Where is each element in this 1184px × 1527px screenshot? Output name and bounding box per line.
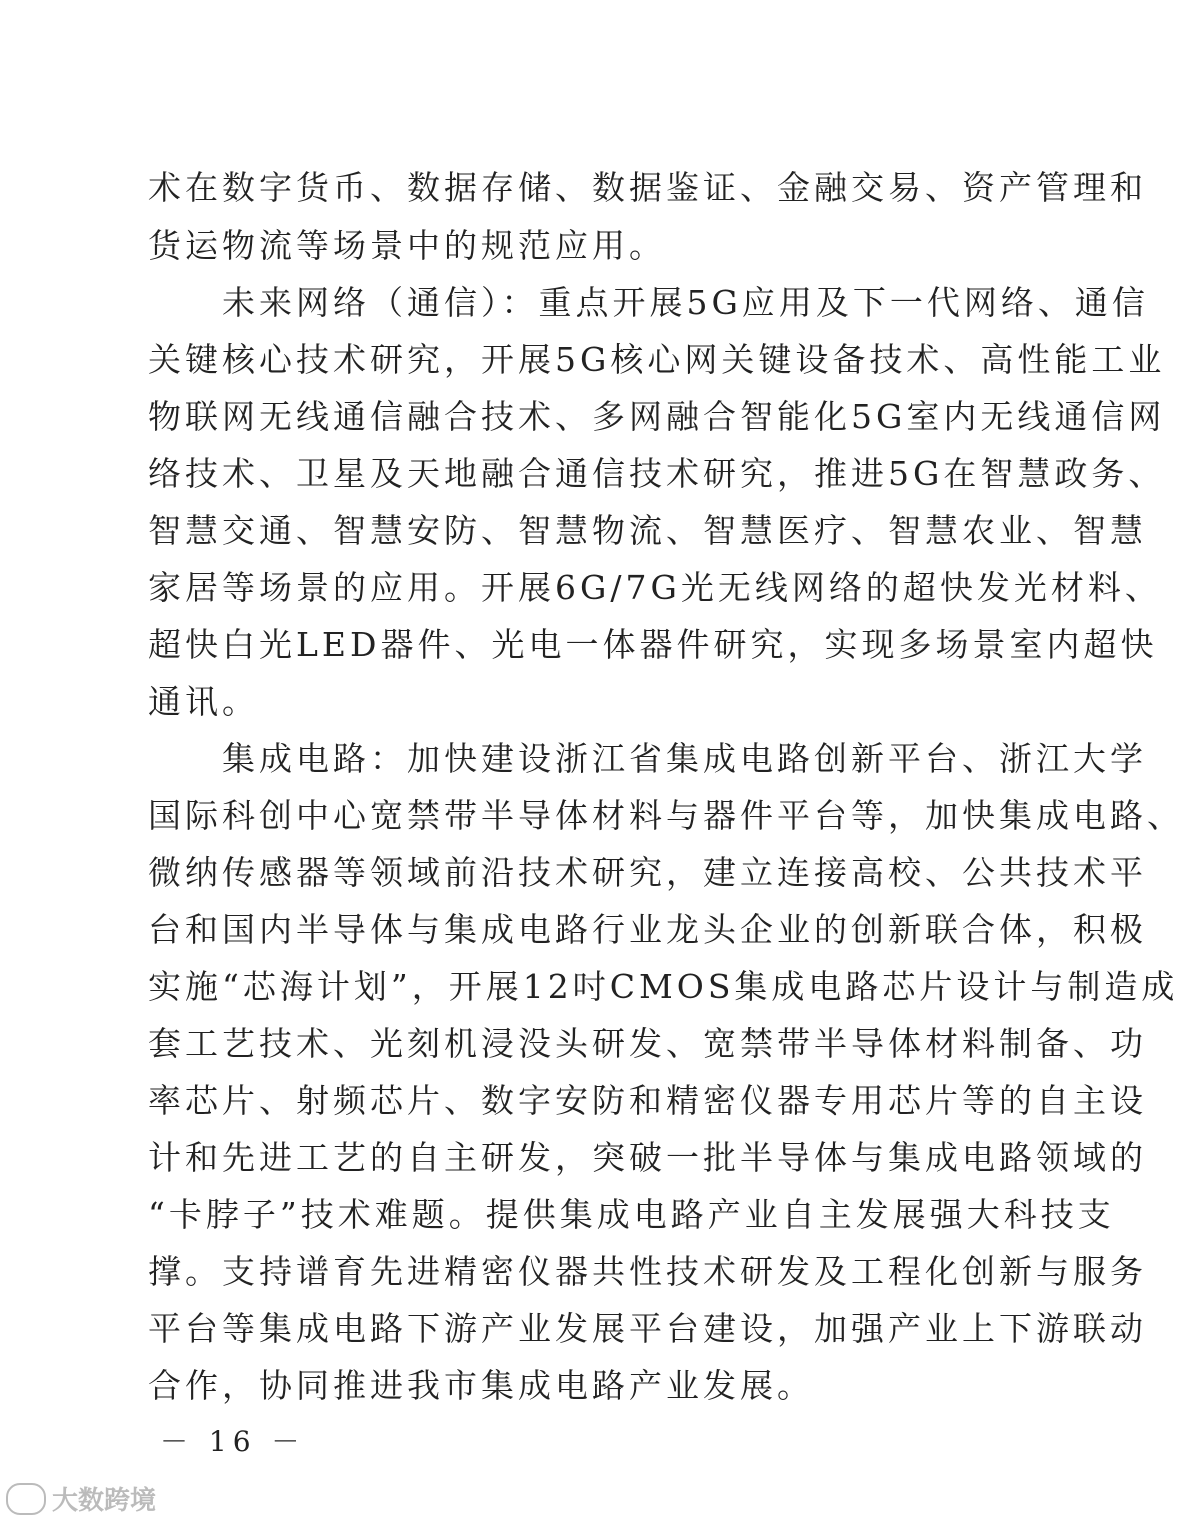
text-line: 货运物流等场景中的规范应用。 bbox=[148, 226, 666, 265]
text-line: 撑。支持谱育先进精密仪器共性技术研发及工程化创新与服务 bbox=[148, 1252, 1147, 1291]
text-line: 术在数字货币、数据存储、数据鉴证、金融交易、资产管理和 bbox=[148, 168, 1147, 207]
text-line: 智慧交通、智慧安防、智慧物流、智慧医疗、智慧农业、智慧 bbox=[148, 511, 1147, 550]
text-line: “卡脖子”技术难题。提供集成电路产业自主发展强大科技支 bbox=[148, 1195, 1115, 1234]
text-line: 计和先进工艺的自主研发，突破一批半导体与集成电路领域的 bbox=[148, 1138, 1147, 1177]
page-number: － 16 － bbox=[160, 1425, 306, 1458]
watermark bbox=[6, 1480, 156, 1517]
text-line: 合作，协同推进我市集成电路产业发展。 bbox=[148, 1366, 814, 1405]
text-line: 家居等场景的应用。开展6G/7G光无线网络的超快发光材料、 bbox=[148, 568, 1162, 607]
text-line: 通讯。 bbox=[148, 682, 259, 721]
text-line: 物联网无线通信融合技术、多网融合智能化5G室内无线通信网 bbox=[148, 397, 1166, 436]
text-line: 集成电路：加快建设浙江省集成电路创新平台、浙江大学 bbox=[148, 739, 1147, 778]
text-line: 率芯片、射频芯片、数字安防和精密仪器专用芯片等的自主设 bbox=[148, 1081, 1147, 1120]
watermark-logo-icon bbox=[6, 1483, 46, 1515]
text-line: 络技术、卫星及天地融合通信技术研究，推进5G在智慧政务、 bbox=[148, 454, 1166, 493]
text-line: 微纳传感器等领域前沿技术研究，建立连接高校、公共技术平 bbox=[148, 853, 1147, 892]
text-line: 平台等集成电路下游产业发展平台建设，加强产业上下游联动 bbox=[148, 1309, 1147, 1348]
text-line: 关键核心技术研究，开展5G核心网关键设备技术、高性能工业 bbox=[148, 340, 1166, 379]
watermark-text: 大数跨境 bbox=[52, 1486, 157, 1516]
text-line: 套工艺技术、光刻机浸没头研发、宽禁带半导体材料制备、功 bbox=[148, 1024, 1147, 1063]
text-line: 超快白光LED器件、光电一体器件研究，实现多场景室内超快 bbox=[148, 625, 1158, 664]
text-line: 未来网络（通信）：重点开展5G应用及下一代网络、通信 bbox=[148, 283, 1149, 322]
text-line: 台和国内半导体与集成电路行业龙头企业的创新联合体，积极 bbox=[148, 910, 1147, 949]
text-line: 实施“芯海计划”，开展12吋CMOS集成电路芯片设计与制造成 bbox=[148, 967, 1179, 1006]
text-line: 国际科创中心宽禁带半导体材料与器件平台等，加快集成电路、 bbox=[148, 796, 1184, 835]
